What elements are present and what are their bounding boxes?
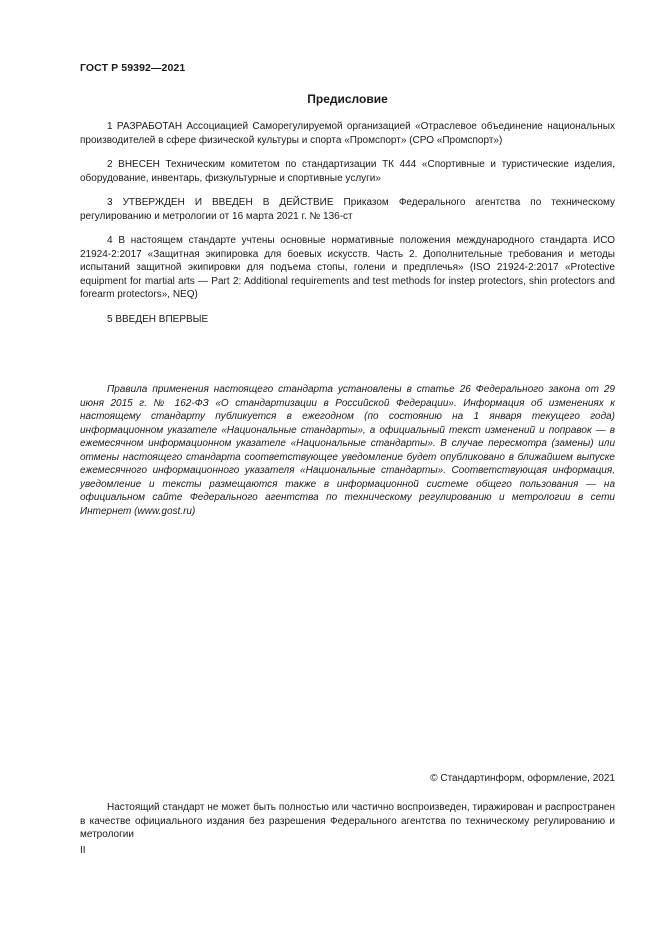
document-code: ГОСТ Р 59392—2021 [80,62,186,74]
reproduction-notice: Настоящий стандарт не может быть полностью или частично воспроизведен, тиражирован и распространен в качестве официального издания без разрешения Федерального агентства по техническому регулированию и метрологии [80,802,615,840]
paragraph-introduced: 2 ВНЕСЕН Техническим комитетом по стандартизации ТК 444 «Спортивные и туристические изделия, оборудование, инвентарь, физкультурные и спортивные услуги» [80,159,615,184]
application-rules-notice: Правила применения настоящего стандарта установлены в статье 26 Федерального закона от 29 июня 2015 г. № 162-ФЗ «О стандартизации в Российской Федерации». Информация об изменениях к настоящему стандарту публикуется в ежегодном (по состоянию на 1 января текущего года) информационном указателе «Национальные стандарты», а официальный текст изменений и поправок — в ежемесячном информационном указателе «Национальные стандарты». В случае пересмотра (замены) или отмены настоящего стандарта соответствующее уведомление будет опубликовано в ближайшем выпуске ежемесячного информационного указателя «Национальные стандарты». Соответствующая информация, уведомление и тексты размещаются также в информационной системе общего пользования — на официальном сайте Федерального агентства по техническому регулированию и метрологии в сети Интернет (www.gost.ru) [80,384,615,517]
foreword-body [80,120,615,337]
paragraph-approved: 3 УТВЕРЖДЕН И ВВЕДЕН В ДЕЙСТВИЕ Приказом Федерального агентства по техническому регулированию и метрологии от 16 марта 2021 г. № 136-ст [80,197,615,222]
page-number: II [80,845,86,856]
copyright-line: © Стандартинформ, оформление, 2021 [430,773,615,784]
paragraph-developed: 1 РАЗРАБОТАН Ассоциацией Саморегулируемой организацией «Отраслевое объединение национальных производителей в сфере физической культуры и спорта «Промспорт» (СРО «Промспорт») [80,121,615,146]
paragraph-first-introduced: 5 ВВЕДЕН ВПЕРВЫЕ [107,313,209,325]
page-title: Предисловие [307,92,388,106]
paragraph-iso-reference: 4 В настоящем стандарте учтены основные нормативные положения международного стандарта ИСО 21924-2:2017 «Защитная экипировка для боевых искусств. Часть 2. Дополнительные требования и методы испытаний защитной экипировки для подъема стопы, голени и предплечья» (ISO 21924-2:2017 «Protective equipment for martial arts — Part 2: Additional requirements and test methods for instep protectors, shin protectors and forearm protectors», NEQ) [80,235,615,300]
